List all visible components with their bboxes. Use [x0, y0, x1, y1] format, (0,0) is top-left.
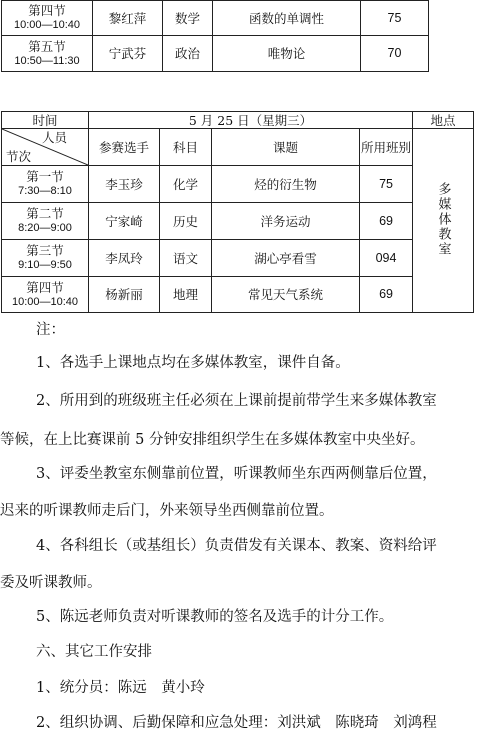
table-subheader-row — [2, 129, 474, 166]
section-6-heading: 六、其它工作安排 — [36, 644, 152, 660]
note-3-line-1: 3、评委坐教室东侧靠前位置，听课教师坐东西两侧靠后位置， — [36, 466, 437, 482]
period-time: 10:00—10:40 — [13, 19, 81, 31]
teacher-cell: 黎红萍 — [93, 1, 163, 36]
notes-heading: 注： — [36, 322, 65, 338]
period-name: 第一节 — [26, 169, 64, 184]
teacher-cell: 宁家崎 — [89, 203, 160, 240]
period-cell — [2, 277, 89, 313]
subject-cell: 政治 — [163, 36, 213, 72]
note-3-line-2: 迟来的听课教师走后门，外来领导坐西侧靠前位置。 — [0, 503, 334, 519]
subject-cell: 数学 — [163, 1, 213, 36]
class-cell: 69 — [360, 203, 413, 240]
subject-cell: 语文 — [160, 240, 212, 277]
diagonal-header-cell — [2, 129, 89, 166]
period-name: 第四节 — [28, 3, 66, 18]
note-4-line-2: 委及听课教师。 — [0, 575, 102, 591]
section-6-item-2: 2、组织协调、后勤保障和应急处理：刘洪斌 陈晓琦 刘鸿程 — [36, 715, 437, 731]
topic-cell: 函数的单调性 — [213, 1, 361, 36]
class-cell: 75 — [361, 1, 429, 36]
subject-cell: 化学 — [160, 166, 212, 203]
period-time: 9:10—9:50 — [18, 259, 72, 271]
class-cell: 75 — [360, 166, 413, 203]
period-time: 10:00—10:40 — [11, 295, 79, 308]
topic-cell: 常见天气系统 — [212, 277, 360, 313]
topic-cell: 唯物论 — [213, 36, 361, 72]
table-row — [2, 240, 474, 277]
teacher-cell: 杨新丽 — [89, 277, 160, 313]
schedule-table-continued — [1, 0, 429, 72]
subject-cell: 历史 — [160, 203, 212, 240]
period-cell — [2, 36, 93, 72]
location-cell — [413, 129, 474, 313]
period-name: 第四节 — [26, 279, 64, 295]
col-header-subject: 科目 — [160, 129, 212, 166]
period-time: 8:20—9:00 — [18, 222, 72, 234]
period-cell — [2, 166, 89, 203]
table-header-row — [2, 112, 474, 129]
note-4-line-1: 4、各科组长（或基组长）负责借发有关课本、教案、资料给评 — [36, 538, 437, 554]
teacher-cell: 宁武芬 — [93, 36, 163, 72]
period-cell — [2, 1, 93, 36]
teacher-cell: 李玉珍 — [89, 166, 160, 203]
table-row — [2, 277, 474, 313]
period-name: 第二节 — [26, 206, 64, 221]
table-row — [2, 36, 429, 72]
teacher-cell: 李凤玲 — [89, 240, 160, 277]
table-row — [2, 1, 429, 36]
period-time: 10:50—11:30 — [14, 54, 80, 67]
diag-label-period: 节次 — [6, 149, 32, 164]
period-cell — [2, 203, 89, 240]
col-header-teacher: 参赛选手 — [89, 129, 160, 166]
period-name: 第五节 — [28, 38, 66, 54]
table-row — [2, 203, 474, 240]
location-text: 多媒体教室 — [435, 181, 451, 257]
col-header-class: 所用班别 — [360, 129, 413, 166]
section-6-item-1: 1、统分员：陈远 黄小玲 — [36, 680, 205, 696]
subject-cell: 地理 — [160, 277, 212, 313]
period-time: 7:30—8:10 — [18, 185, 72, 197]
col-header-topic: 课题 — [212, 129, 360, 166]
header-location: 地点 — [413, 112, 474, 129]
note-2-line-1: 2、所用到的班级班主任必须在上课前提前带学生来多媒体教室 — [36, 393, 437, 409]
topic-cell: 烃的衍生物 — [212, 166, 360, 203]
period-cell — [2, 240, 89, 277]
period-name: 第三节 — [26, 243, 64, 258]
class-cell: 70 — [361, 36, 429, 72]
class-cell: 094 — [360, 240, 413, 277]
table-row — [2, 166, 474, 203]
diag-label-personnel: 人员 — [42, 130, 68, 145]
note-5: 5、陈远老师负责对听课教师的签名及选手的计分工作。 — [36, 609, 394, 625]
note-1: 1、各选手上课地点均在多媒体教室，课件自备。 — [36, 355, 350, 371]
topic-cell: 湖心亭看雪 — [212, 240, 360, 277]
header-time: 时间 — [2, 112, 89, 129]
topic-cell: 洋务运动 — [212, 203, 360, 240]
header-date: 5 月 25 日（星期三） — [89, 112, 413, 129]
note-2-line-2: 等候，在上比赛课前 5 分钟安排组织学生在多媒体教室中央坐好。 — [0, 432, 425, 448]
class-cell: 69 — [360, 277, 413, 313]
schedule-table-may25 — [1, 111, 474, 313]
